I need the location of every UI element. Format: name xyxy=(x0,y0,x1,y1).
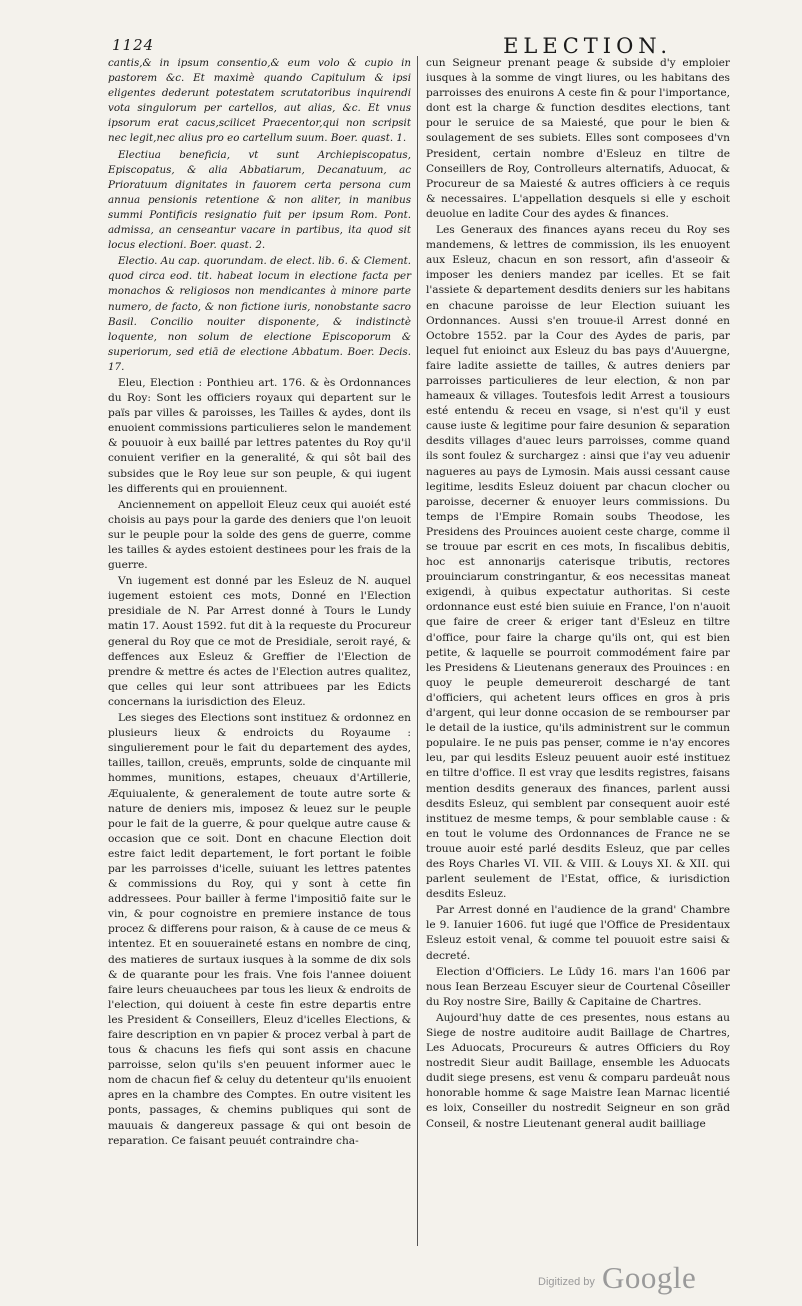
paragraph: Vn iugement est donné par les Esleuz de N. auquel iugement estoient ces mots, Donné en l'Election presidiale de N. Par Arrest donné à Tours le Lundy matin 17. Aoust 1592. fut dit à la requeste du Procureur general du Roy que ce mot de Presidiale, seroit rayé, & deffences aux Esleuz & Greffier de l'Election de prendre & mettre és actes de l'Election autres qualitez, que celles qui leur sont attribuees par les Edicts concernans la iurisdiction des Eleuz. xyxy=(108,575,411,708)
google-logo: Google xyxy=(602,1260,697,1295)
paragraph: Election d'Officiers. Le Lūdy 16. mars l'an 1606 par nous Iean Berzeau Escuyer sieur de Courtenal Côseiller du Roy nostre Sire, Bailly & Capitaine de Chartres. xyxy=(426,965,730,1008)
paragraph: Electiua beneficia, vt sunt Archiepiscopatus, Episcopatus, & alia Abbatiarum, Decanatuum, ac Prioratuum dignitates in fauorem certa persona cum annua pensionis retentione & non aliter, in manibus summi Pontificis resignatio fuit per ipsum Rom. Pont. admissa, an censeantur vacare in partibus, ita quod sit locus electioni. Boer. quast. 2. xyxy=(108,148,411,252)
paragraph: Par Arrest donné en l'audience de la grand' Chambre le 9. Ianuier 1606. fut iugé que l'Office de Presidentaux Esleuz estoit venal, & comme tel pouuoit estre saisi & decreté. xyxy=(426,904,730,962)
paragraph: cantis,& in ipsum consentio,& eum volo & cupio in pastorem &c. Et maximè quando Capitulum & ipsi eligentes dederunt potestatem scrutatoribus inquirendi vota singulorum per cartellos, aut alias, &c. Et vnus ipsorum erat cacus,scilicet Praecentor,qui non scripsit nec legit,nec alius pro eo cartellum suum. Boer. quast. 1. xyxy=(108,57,411,145)
right-column xyxy=(426,56,730,1132)
running-title: ELECTION. xyxy=(503,34,672,58)
paragraph: Eleu, Election : Ponthieu art. 176. & ès Ordonnances du Roy: Sont les officiers royaux qui departent sur le païs par villes & paroisses, les Tailles & aydes, dont ils enuoient commissions particulieres selon le mandement & pouuoir à eux baillé par lettres patentes du Roy qu'il conuient verifier en la generalité, & qui sôt bail des subsides que le Roy leue sur son peuple, & qui iugent les differents qui en prouiennent. xyxy=(108,376,411,495)
watermark-prefix: Digitized by xyxy=(538,1276,595,1288)
digitization-watermark xyxy=(538,1262,768,1298)
page-number: 1124 xyxy=(112,36,155,54)
left-column xyxy=(108,56,411,1149)
paragraph: Les sieges des Elections sont instituez & ordonnez en plusieurs lieux & endroicts du Royaume : singulierement pour le fait du departement des aydes, tailles, taillon, creuës, emprunts, solde de cinquante mil hommes, munitions, estapes, cheuaux d'Artillerie, Æquiualente, & generalement de toute autre sorte & nature de deniers mis, imposez & leuez sur le peuple pour le fait de la guerre, & pour quelque autre cause & occasion que ce soit. Dont en chacune Election doit estre faict ledit departement, le fort portant le foible par les parroisses d'icelle, suiuant les lettres patentes & commissions du Roy, qui y sont à cette fin addressees. Pour bailler à ferme l'impositiō faite sur le vin, & pour cognoistre en premiere instance de tous procez & differens pour raison, & à cause de ce meus & intentez. Et en souueraineté estans en nombre de cinq, des matieres de surtaux iusques à la somme de dix sols & de quarante pour les frais. Vne fois l'annee doiuent faire leurs cheuauchees par tous les lieux & endroits de l'election, qui doiuent à ceste fin estre departis entre les President & Conseillers, Eleuz d'icelles Elections, & faire description en vn papier & procez verbal à part de tous & chacuns les fiefs qui sont assis en chacune parroisse, selon qu'ils s'en peuuent informer auec le nom de chacun fief & celuy du detenteur qu'ils enuoient apres en la chambre des Comptes. En outre visitent les ponts, passages, & chemins publiques qui sont de mauuais & dangereux passage & qui ont besoin de reparation. Ce faisant peuuét contraindre cha- xyxy=(108,712,411,1147)
paragraph: Les Generaux des finances ayans receu du Roy ses mandemens, & lettres de commission, ils les enuoyent aux Esleuz, chacun en son ressort, afin d'asseoir & imposer les deniers mandez par icelles. Et se fait l'assiete & departement desdits deniers sur les habitans en chacune paroisse de leur Election suiuant les Ordonnances. Aussi s'en trouue-il Arrest donné en Octobre 1552. par la Cour des Aydes de paris, par lequel fut enioinct aux Esleuz du bas pays d'Auuergne, faire ladite assiette de tailles, & autres deniers par parroisses particulieres de leur election, & non par hameaux & villages. Toutesfois ledit Arrest a tousiours esté entendu & receu en vsage, si n'est qu'il y eust cause iuste & legitime pour faire desunion & separation desdits villages d'auec leurs parroisses, comme quand ils sont foulez & surchargez : ainsi que i'ay veu aduenir nagueres au pays de Lymosin. Mais aussi cessant cause legitime, lesdits Esleuz doiuent par chacun clocher ou paroisse, decerner & enuoyer leurs commissions. Du temps de l'Empire Romain soubs Theodose, les Presidens des Prouinces auoient ceste charge, comme il se trouue par escrit en ces mots, In fiscalibus debitis, hoc est annonarijs caterisque tributis, rectores prouinciarum constringantur, & eos necessitas maneat exigendi, à quibus expectatur authoritas. Si ceste ordonnance eust esté bien suiuie en France, l'on n'auoit que faire de creer & eriger tant d'Esleuz en tiltre d'office, pour faire la charge qu'ils ont, qui est bien petite, & laquelle se pourroit commodément faire par les Presidens & Lieutenans generaux des Prouinces : en quoy le peuple demeureroit deschargé de tant d'officiers, qui achetent leurs offices en gros à pris d'argent, qui leur donne occasion de se rembourser par le detail de la iustice, qu'ils administrent sur le commun populaire. Ie ne puis pas penser, comme ie n'ay encores leu, par qui lesdits Esleuz peuuent auoir esté instituez en tiltre d'office. Il est vray que lesdits registres, faisans mention desdits generaux des finances, parlent aussi desdits Esleuz, qui semblent par consequent auoir esté instituez de mesme temps, & pour semblable cause : & en tout le volume des Ordonnances de France ne se trouue auoir esté parlé desdits Esleuz, que par celles des Roys Charles VI. VII. & VIII. & Louys XI. & XII. qui parlent seulement de l'Estat, office, & iurisdiction desdits Esleuz. xyxy=(426,224,730,901)
paragraph: Aujourd'huy datte de ces presentes, nous estans au Siege de nostre auditoire audit Baillage de Chartres, Les Aduocats, Procureurs & autres Officiers du Roy nostredit Sieur audit Baillage, ensemble les Aduocats dudit siege presens, est venu & comparu pardeuât nous honorable homme & sage Maistre Iean Marnac licentié es loix, Conseiller du nostredit Seigneur en son grād Conseil, & nostre Lieutenant general audit bailliage xyxy=(426,1011,730,1130)
paragraph: Electio. Au cap. quorundam. de elect. lib. 6. & Clement. quod circa eod. tit. habeat locum in electione facta per monachos & religiosos non mendicantes à minore parte numero, de facto, & non fictione iuris, nonobstante sacro Basil. Concilio nouiter disponente, & indistinctè loquente, non solum de electione Episcoporum & superiorum, sed etiā de electione Abbatum. Boer. Decis. 17. xyxy=(108,255,411,373)
column-divider xyxy=(417,56,418,1246)
paragraph: cun Seigneur prenant peage & subside d'y emploier iusques à la somme de vingt liures, ou les habitans des parroisses des enuirons A ceste fin & pour l'importance, dont est la charge & function desdites elections, tant pour le seruice de sa Maiesté, que pour le bien & soulagement de ses subiets. Elles sont composees d'vn President, certain nombre d'Esleuz en tiltre de Conseillers de Roy, Controlleurs alternatifs, Aduocat, & Procureur de sa Maiesté & autres officiers à ce requis & necessaires. L'appellation desquels si elle y eschoit deuolue en ladite Cour des aydes & finances. xyxy=(426,57,730,220)
paragraph: Anciennement on appelloit Eleuz ceux qui auoiét esté choisis au pays pour la garde des deniers que l'on leuoit sur le peuple pour la solde des gens de guerre, comme les tailles & aydes estoient destinees pour les frais de la guerre. xyxy=(108,498,411,572)
